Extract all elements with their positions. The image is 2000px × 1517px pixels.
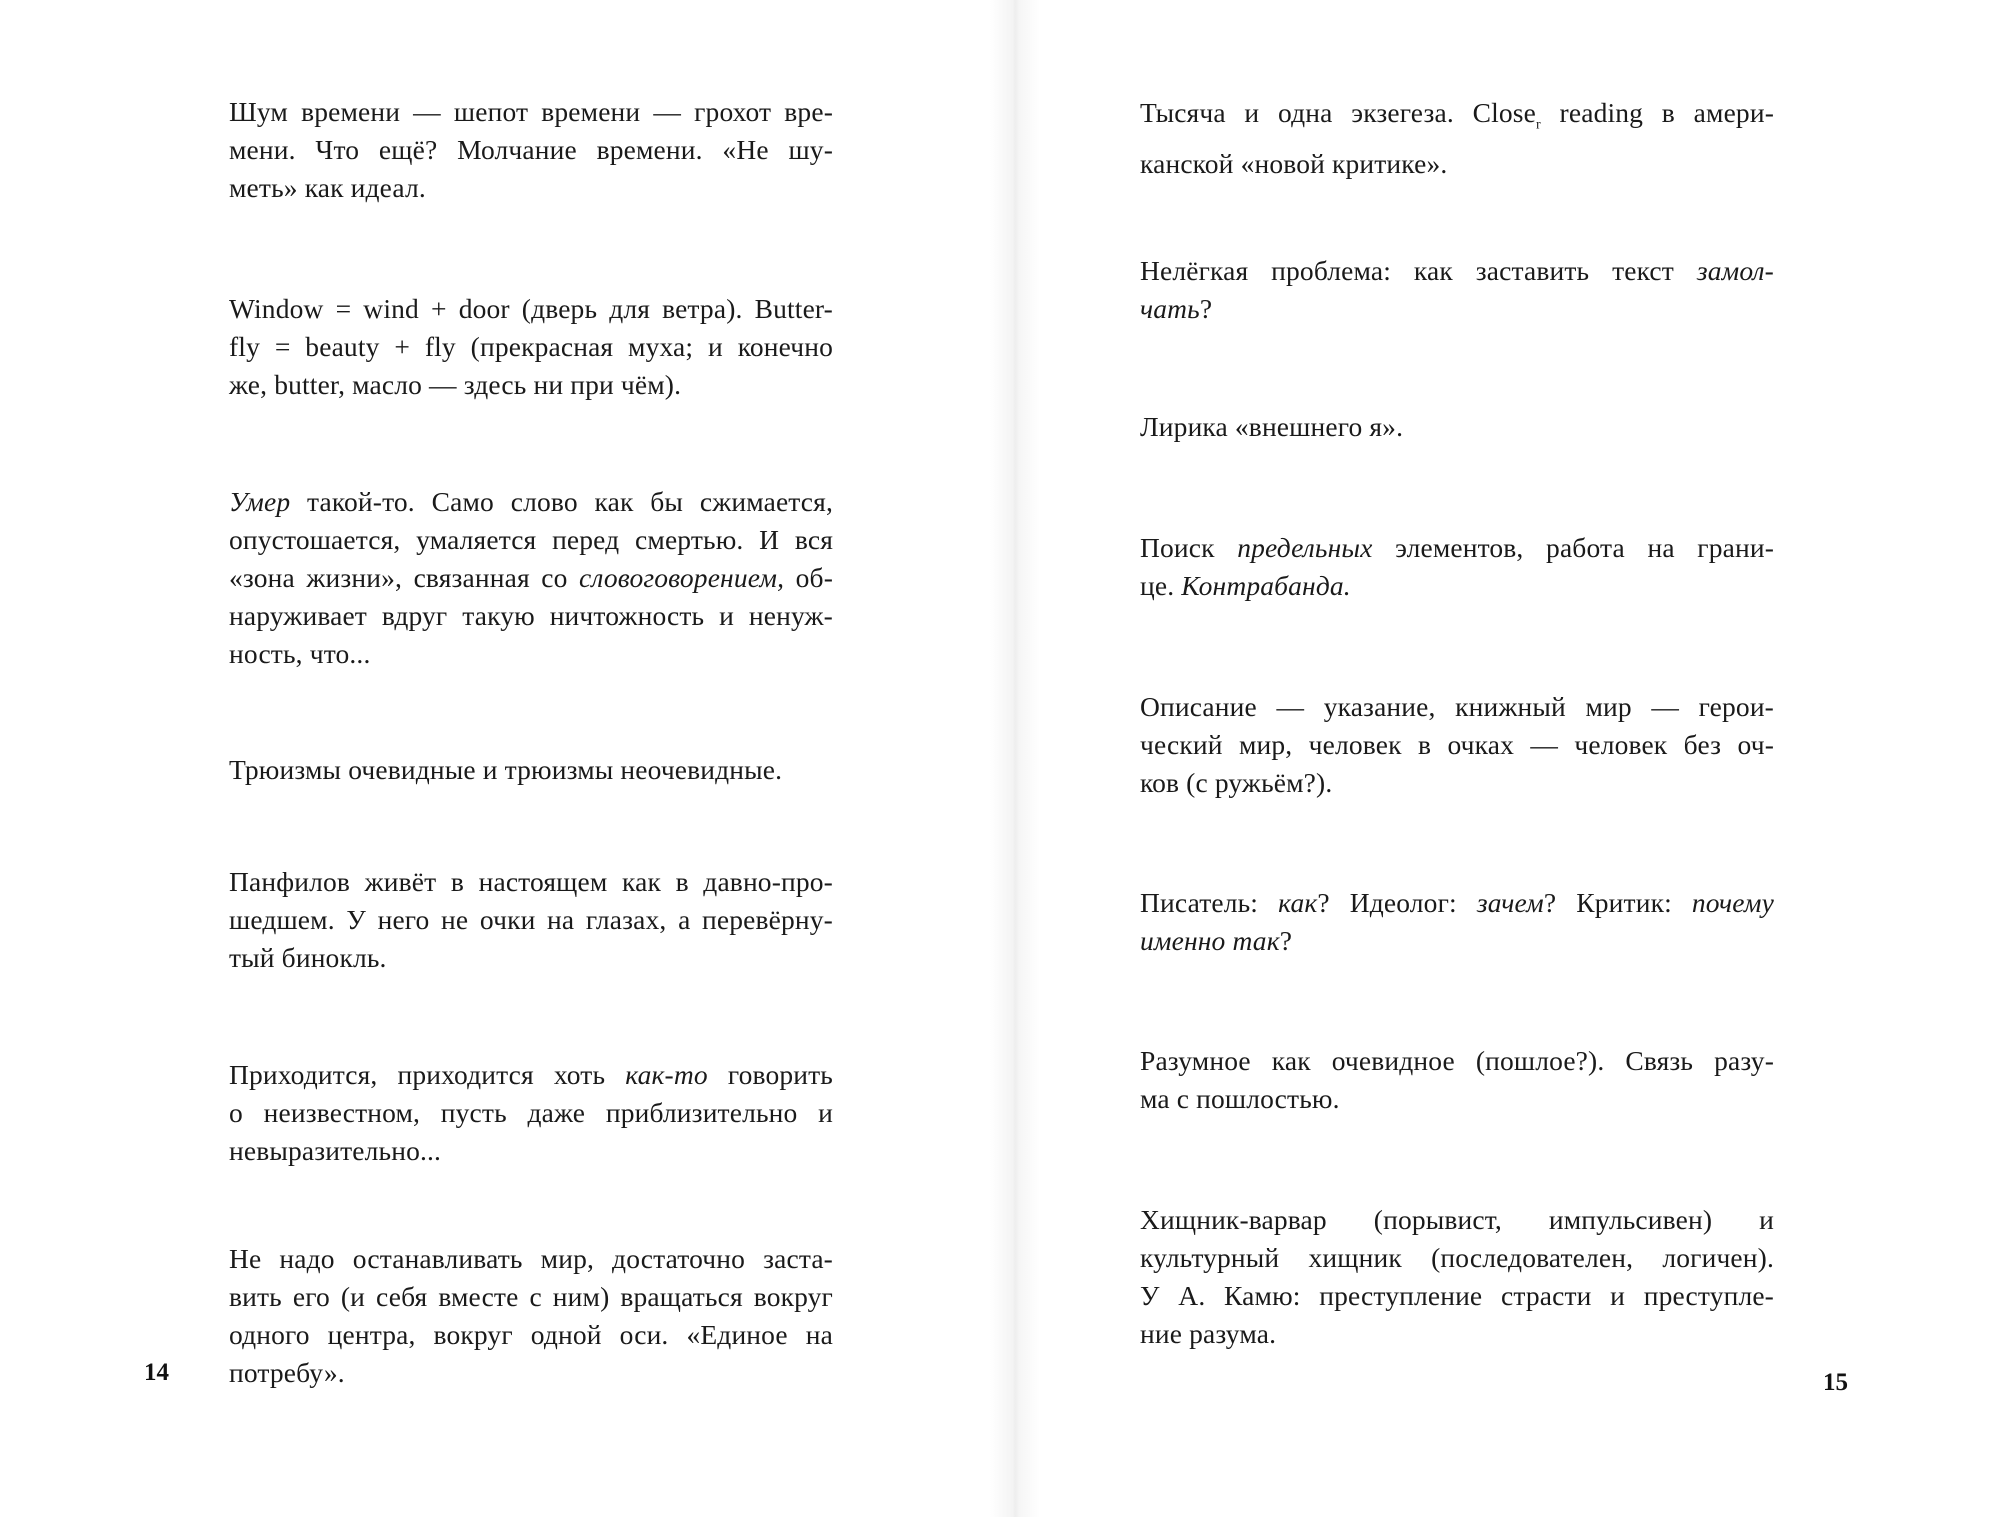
text-line: Приходится, приходится хоть как-то говорить: [229, 1059, 833, 1090]
entry: [1140, 252, 1774, 328]
right-page: [1000, 0, 2000, 1517]
page-number: 14: [144, 1359, 169, 1386]
text-line: Нелёгкая проблема: как заставить текст замол-: [1140, 255, 1774, 286]
text-line: мени. Что ещё? Молчание времени. «Не шу-: [229, 134, 833, 165]
text-line: тый бинокль.: [229, 942, 387, 973]
entry: [229, 290, 833, 404]
entry: [1140, 94, 1774, 183]
text-line: fly = beauty + fly (прекрасная муха; и конечно: [229, 331, 833, 362]
text-line: шедшем. У него не очки на глазах, а перевёрну-: [229, 904, 833, 935]
text-line: це. Контрабанда.: [1140, 570, 1351, 601]
text-line: Хищник-варвар (порывист, импульсивен) и: [1140, 1204, 1774, 1235]
text-line: Умер такой-то. Само слово как бы сжимается,: [229, 486, 833, 517]
text-line: У А. Камю: преступление страсти и преступле-: [1140, 1280, 1774, 1311]
text-line: Разумное как очевидное (пошлое?). Связь разу-: [1140, 1045, 1774, 1076]
text-line: ков (с ружьём?).: [1140, 767, 1333, 798]
text-line: культурный хищник (последователен, логичен).: [1140, 1242, 1774, 1273]
entry: [1140, 1042, 1774, 1118]
text-line: ма с пошлостью.: [1140, 1083, 1340, 1114]
text-line: Не надо останавливать мир, достаточно заста-: [229, 1243, 833, 1274]
text-line: ние разума.: [1140, 1318, 1277, 1349]
text-line: Описание — указание, книжный мир — герои-: [1140, 691, 1774, 722]
entry: [1140, 408, 1774, 446]
text-line: невыразительно...: [229, 1135, 442, 1166]
text-line: Window = wind + door (дверь для ветра). Butter-: [229, 293, 833, 324]
text-line: ческий мир, человек в очках — человек без оч-: [1140, 729, 1774, 760]
text-line: потребу».: [229, 1357, 345, 1388]
page-number: 15: [1823, 1369, 1848, 1396]
text-line: чать?: [1140, 293, 1213, 324]
text-line: наруживает вдруг такую ничтожность и ненуж-: [229, 600, 833, 631]
text-line: Лирика «внешнего я».: [1140, 411, 1404, 442]
text-line: канской «новой критике».: [1140, 147, 1448, 179]
entry: [1140, 884, 1774, 960]
entry: [229, 751, 833, 789]
text-line: опустошается, умаляется перед смертью. И вся: [229, 524, 833, 555]
text-line: Панфилов живёт в настоящем как в давно-про-: [229, 866, 833, 897]
entry: [229, 1240, 833, 1392]
entry: [1140, 1201, 1774, 1353]
entry: [229, 1056, 833, 1170]
entry: [229, 863, 833, 977]
entry: [1140, 688, 1774, 802]
text-line: Писатель: как? Идеолог: зачем? Критик: почему: [1140, 887, 1774, 918]
text-line: меть» как идеал.: [229, 172, 426, 203]
text-line: одного центра, вокруг одной оси. «Единое на: [229, 1319, 833, 1350]
text-line: Тысяча и одна экзегеза. Close$_r$ reading в амери-: [1140, 97, 1774, 133]
entry: [1140, 529, 1774, 605]
text-line: «зона жизни», связанная со словоговорением, об-: [229, 562, 833, 593]
text-line: Шум времени — шепот времени — грохот вре-: [229, 96, 833, 127]
entry: [229, 483, 833, 673]
text-line: ность, что...: [229, 638, 371, 669]
text-line: же, butter, масло — здесь ни при чём).: [229, 369, 682, 400]
text-line: вить его (и себя вместе с ним) вращаться вокруг: [229, 1281, 833, 1312]
entry: [229, 93, 833, 207]
text-line: о неизвестном, пусть даже приблизительно и: [229, 1097, 833, 1128]
text-line: Трюизмы очевидные и трюизмы неочевидные.: [229, 754, 783, 785]
text-line: именно так?: [1140, 925, 1293, 956]
text-line: Поиск предельных элементов, работа на грани-: [1140, 532, 1774, 563]
